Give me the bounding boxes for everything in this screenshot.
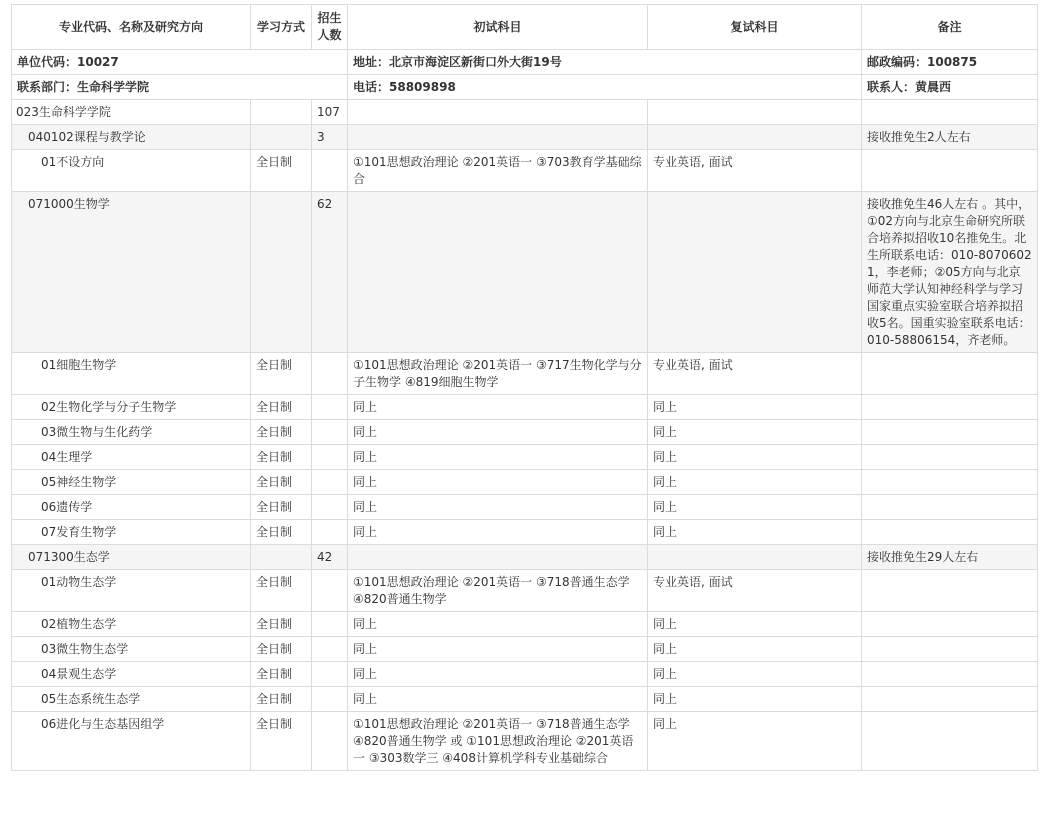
cell-enrollment	[312, 150, 348, 192]
cell-study-mode	[251, 545, 312, 570]
unit-code: 单位代码：10027	[12, 50, 348, 75]
cell-notes	[862, 495, 1038, 520]
cell-study-mode	[251, 125, 312, 150]
cell-name: 03微生物与生化药学	[12, 420, 251, 445]
table-row-direction	[12, 662, 1038, 687]
cell-retest-subjects: 同上	[648, 445, 862, 470]
cell-prelim-subjects: 同上	[348, 662, 648, 687]
contact-department: 联系部门：生命科学学院	[12, 75, 348, 100]
table-row-direction	[12, 470, 1038, 495]
cell-name: 05生态系统生态学	[12, 687, 251, 712]
header-enrollment-line2: 人数	[317, 28, 342, 42]
cell-study-mode: 全日制	[251, 353, 312, 395]
cell-notes	[862, 637, 1038, 662]
cell-retest-subjects: 专业英语, 面试	[648, 353, 862, 395]
postcode: 邮政编码：100875	[862, 50, 1038, 75]
cell-name: 040102课程与教学论	[12, 125, 251, 150]
cell-prelim-subjects: ①101思想政治理论 ②201英语一 ③718普通生态学 ④820普通生物学 或 ①101思想政治理论 ②201英语一 ③303数学三 ④408计算机学科专业基础综合	[348, 712, 648, 771]
cell-notes	[862, 662, 1038, 687]
cell-notes	[862, 520, 1038, 545]
phone: 电话：58809898	[348, 75, 862, 100]
cell-prelim-subjects: 同上	[348, 445, 648, 470]
cell-prelim-subjects: 同上	[348, 687, 648, 712]
cell-notes	[862, 420, 1038, 445]
cell-notes: 接收推免生46人左右 。其中，①02方向与北京生命研究所联合培养拟招收10名推免生。北生所联系电话：010-80706021，李老师；②05方向与北京师范大学认知神经科学与学习国家重点实验室联合培养拟招收5名。国重实验室联系电话：010-58806154，齐老师。	[862, 192, 1038, 353]
cell-enrollment	[312, 570, 348, 612]
cell-enrollment: 42	[312, 545, 348, 570]
cell-name: 07发育生物学	[12, 520, 251, 545]
cell-study-mode: 全日制	[251, 712, 312, 771]
contact-person: 联系人：黄晨西	[862, 75, 1038, 100]
table-row-direction	[12, 520, 1038, 545]
cell-retest-subjects: 专业英语, 面试	[648, 150, 862, 192]
cell-name: 04生理学	[12, 445, 251, 470]
cell-name: 01动物生态学	[12, 570, 251, 612]
cell-name: 06进化与生态基因组学	[12, 712, 251, 771]
cell-study-mode: 全日制	[251, 470, 312, 495]
cell-enrollment	[312, 470, 348, 495]
cell-enrollment	[312, 637, 348, 662]
cell-prelim-subjects	[348, 192, 648, 353]
cell-enrollment	[312, 353, 348, 395]
cell-study-mode: 全日制	[251, 637, 312, 662]
cell-prelim-subjects	[348, 545, 648, 570]
cell-name: 06遗传学	[12, 495, 251, 520]
cell-enrollment	[312, 520, 348, 545]
cell-prelim-subjects: 同上	[348, 520, 648, 545]
cell-enrollment	[312, 687, 348, 712]
table-header	[12, 5, 1038, 50]
cell-name: 05神经生物学	[12, 470, 251, 495]
cell-prelim-subjects: 同上	[348, 470, 648, 495]
cell-name: 02植物生态学	[12, 612, 251, 637]
cell-study-mode: 全日制	[251, 420, 312, 445]
cell-name: 04景观生态学	[12, 662, 251, 687]
cell-retest-subjects	[648, 100, 862, 125]
table-row-major	[12, 545, 1038, 570]
address: 地址：北京市海淀区新街口外大街19号	[348, 50, 862, 75]
cell-retest-subjects: 同上	[648, 662, 862, 687]
cell-notes	[862, 570, 1038, 612]
cell-enrollment	[312, 712, 348, 771]
catalog-table	[11, 4, 1038, 771]
cell-notes	[862, 687, 1038, 712]
cell-prelim-subjects: 同上	[348, 637, 648, 662]
info-block	[12, 50, 1038, 100]
cell-enrollment	[312, 662, 348, 687]
cell-retest-subjects	[648, 125, 862, 150]
cell-study-mode: 全日制	[251, 150, 312, 192]
cell-notes	[862, 712, 1038, 771]
cell-prelim-subjects: ①101思想政治理论 ②201英语一 ③718普通生态学 ④820普通生物学	[348, 570, 648, 612]
cell-retest-subjects: 同上	[648, 637, 862, 662]
cell-notes	[862, 470, 1038, 495]
header-prelim-subjects: 初试科目	[348, 5, 648, 50]
cell-notes	[862, 395, 1038, 420]
catalog-container	[11, 4, 1037, 771]
cell-study-mode: 全日制	[251, 662, 312, 687]
cell-study-mode: 全日制	[251, 395, 312, 420]
table-row-direction	[12, 495, 1038, 520]
cell-enrollment	[312, 612, 348, 637]
table-row-direction	[12, 420, 1038, 445]
header-study-mode: 学习方式	[251, 5, 312, 50]
cell-study-mode: 全日制	[251, 445, 312, 470]
table-row-direction	[12, 395, 1038, 420]
table-row-direction	[12, 612, 1038, 637]
cell-retest-subjects: 同上	[648, 470, 862, 495]
cell-notes	[862, 150, 1038, 192]
cell-name: 02生物化学与分子生物学	[12, 395, 251, 420]
cell-enrollment	[312, 495, 348, 520]
cell-prelim-subjects: 同上	[348, 395, 648, 420]
cell-retest-subjects: 同上	[648, 395, 862, 420]
cell-study-mode: 全日制	[251, 687, 312, 712]
table-row-direction	[12, 570, 1038, 612]
cell-name: 01不设方向	[12, 150, 251, 192]
header-retest-subjects: 复试科目	[648, 5, 862, 50]
cell-study-mode: 全日制	[251, 570, 312, 612]
cell-enrollment	[312, 395, 348, 420]
cell-enrollment: 107	[312, 100, 348, 125]
cell-retest-subjects: 专业英语, 面试	[648, 570, 862, 612]
table-row-direction	[12, 353, 1038, 395]
cell-enrollment	[312, 420, 348, 445]
cell-retest-subjects: 同上	[648, 420, 862, 445]
cell-retest-subjects: 同上	[648, 712, 862, 771]
cell-name: 023生命科学学院	[12, 100, 251, 125]
table-row-direction	[12, 445, 1038, 470]
cell-prelim-subjects: 同上	[348, 495, 648, 520]
cell-study-mode	[251, 100, 312, 125]
table-row-direction	[12, 637, 1038, 662]
cell-study-mode: 全日制	[251, 612, 312, 637]
cell-notes: 接收推免生29人左右	[862, 545, 1038, 570]
table-row-major	[12, 192, 1038, 353]
cell-prelim-subjects: ①101思想政治理论 ②201英语一 ③717生物化学与分子生物学 ④819细胞生物学	[348, 353, 648, 395]
cell-prelim-subjects: 同上	[348, 420, 648, 445]
cell-name: 071000生物学	[12, 192, 251, 353]
cell-name: 01细胞生物学	[12, 353, 251, 395]
table-row-major	[12, 125, 1038, 150]
table-row-department	[12, 100, 1038, 125]
cell-notes: 接收推免生2人左右	[862, 125, 1038, 150]
cell-enrollment: 62	[312, 192, 348, 353]
table-row-direction	[12, 712, 1038, 771]
cell-name: 03微生物生态学	[12, 637, 251, 662]
cell-notes	[862, 100, 1038, 125]
cell-retest-subjects: 同上	[648, 612, 862, 637]
cell-notes	[862, 445, 1038, 470]
header-enrollment-line1: 招生	[317, 11, 342, 25]
cell-study-mode: 全日制	[251, 520, 312, 545]
cell-retest-subjects	[648, 192, 862, 353]
table-row-direction	[12, 150, 1038, 192]
cell-name: 071300生态学	[12, 545, 251, 570]
cell-prelim-subjects: 同上	[348, 612, 648, 637]
cell-prelim-subjects	[348, 100, 648, 125]
header-major: 专业代码、名称及研究方向	[12, 5, 251, 50]
cell-retest-subjects: 同上	[648, 520, 862, 545]
header-enrollment	[312, 5, 348, 50]
cell-enrollment: 3	[312, 125, 348, 150]
cell-prelim-subjects	[348, 125, 648, 150]
cell-prelim-subjects: ①101思想政治理论 ②201英语一 ③703教育学基础综合	[348, 150, 648, 192]
cell-enrollment	[312, 445, 348, 470]
cell-retest-subjects: 同上	[648, 495, 862, 520]
cell-study-mode: 全日制	[251, 495, 312, 520]
table-row-direction	[12, 687, 1038, 712]
cell-retest-subjects	[648, 545, 862, 570]
cell-retest-subjects: 同上	[648, 687, 862, 712]
cell-notes	[862, 612, 1038, 637]
cell-study-mode	[251, 192, 312, 353]
header-notes: 备注	[862, 5, 1038, 50]
cell-notes	[862, 353, 1038, 395]
table-body	[12, 100, 1038, 771]
